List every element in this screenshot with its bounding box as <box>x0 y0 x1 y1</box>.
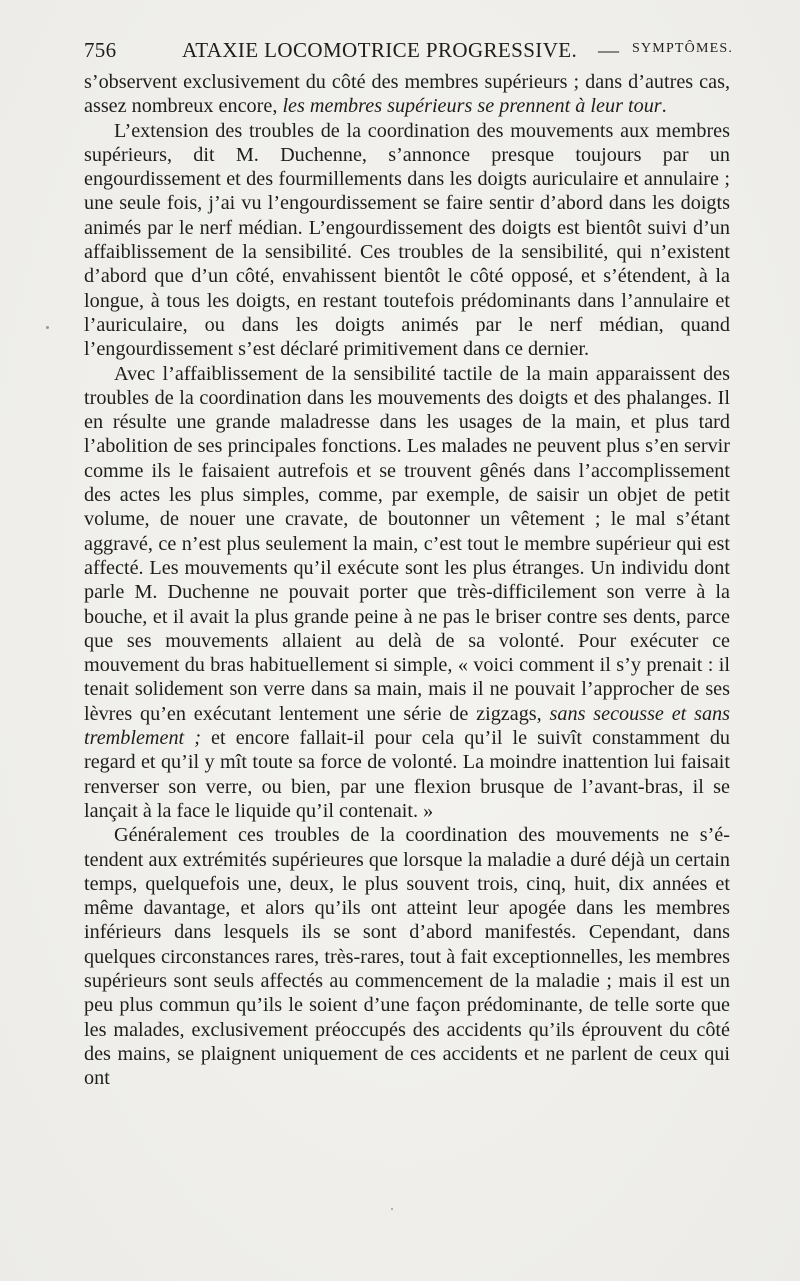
paper-speck <box>46 326 49 329</box>
paper-speck <box>391 1208 393 1210</box>
paragraph-text: Avec l’affaiblissement de la sensibilité tactile de la main apparaissent des troubles de la coordination dans les mouvements des doigts et des phalanges. Il en résulte une grande maladresse dans les usages de la main, et plus tard l’abolition de ses principales fonctions. Les malades ne peuvent plus s’en servir comme ils le faisaient autrefois et se trouvent gênés dans l’accomplissement des actes les plus simples, comme, par exemple, de saisir un objet de petit volume, de nouer une cravate, de boutonner un vêtement ; le mal s’étant aggravé, ce n’est plus seulement la main, c’est tout le membre supérieur qui est affecté. Les mouvements qu’il exécute sont les plus étranges. Un individu dont parle M. Duchenne ne pouvait porter que très-difficilement son verre à la bouche, et il avait la plus grande peine à ne pas le briser contre ses dents, parce que ses mouvements allaient au delà de sa volonté. Pour exécuter ce mouvement du bras habituellement si simple, « voici comment il s’y prenait : il tenait solidement son verre dans sa main, mais il ne pouvait l’approcher de ses lèvres qu’en exécutant lentement une série de zigzags, <box>84 362 730 725</box>
paragraph-text: L’extension des troubles de la coordination des mouvements aux membres supérieurs, dit M. Duchenne, s’annonce presque toujours par un engourdissement et des fourmillements dans les doigts auriculaire et annulaire ; une seule fois, j’ai vu l’engourdissement se faire sentir d’abord dans les doigts animés par le nerf médian. L’engourdissement des doigts est bientôt suivi d’un affaiblissement de la sensibilité. Ces troubles de la sensibilité, qui n’existent d’abord que d’un côté, envahissent bientôt le côté opposé, et s’étendent, à la longue, à tous les doigts, en restant toutefois prédominants dans l’annulaire et l’auriculaire, ou dans les doigts animés par le nerf médian, quand l’engourdissement s’est déclaré primitivement dans ce dernier. <box>84 119 730 361</box>
page-number: 756 <box>84 38 117 62</box>
paragraph-text-end: . <box>661 95 667 118</box>
paragraph-text-end: et encore fallait-il pour cela qu’il le suivît constamment du regard et qu’il y mît toute sa force de volonté. La moindre inattention lui faisait renverser son verre, ou bien, par une flexion brusque de l’avant-bras, il se lançait à la face le liquide qu’il contenait. » <box>84 727 731 822</box>
running-header <box>84 38 736 66</box>
running-title: ATAXIE LOCOMOTRICE PROGRESSIVE. <box>182 38 578 62</box>
section-title: SYMPTÔMES. <box>632 41 734 56</box>
paragraph-continuation <box>84 70 730 119</box>
paragraph-italic: sans secousse et sans tremblement ; <box>84 702 730 750</box>
paragraph-italic: les membres supérieurs se prennent à leur tour <box>282 95 662 118</box>
paragraph-text: Généralement ces troubles de la coordination des mouvements ne s’étendent aux extrémités supérieures que lorsque la maladie a duré déjà un certain temps, quelquefois une, deux, le plus souvent trois, cinq, huit, dix années et même davantage, et alors qu’ils ont atteint leur apogée dans les membres inférieurs dans lesquels ils se sont d’abord manifestés. Cependant, dans quelques circonstances rares, très-rares, tout à fait exceptionnelles, les membres supérieurs sont seuls affectés au commencement de la maladie ; mais il est un peu plus commun qu’ils le soient d’une façon prédominante, de telle sorte que les malades, exclusivement préoccupés des accidents qu’ils éprouvent du côté des mains, se plaignent uniquement de ces accidents et ne parlent de ceux qui ont <box>84 824 730 1090</box>
header-dash: — <box>598 38 620 62</box>
paragraph-generalement <box>84 823 730 1090</box>
paragraph-sensibility <box>84 362 730 824</box>
body-text <box>84 70 730 1090</box>
paragraph-text: s’observent exclusivement du côté des membres supérieurs ; dans d’autres cas, assez nombreux encore, <box>84 71 730 118</box>
paragraph-extension <box>84 119 730 362</box>
